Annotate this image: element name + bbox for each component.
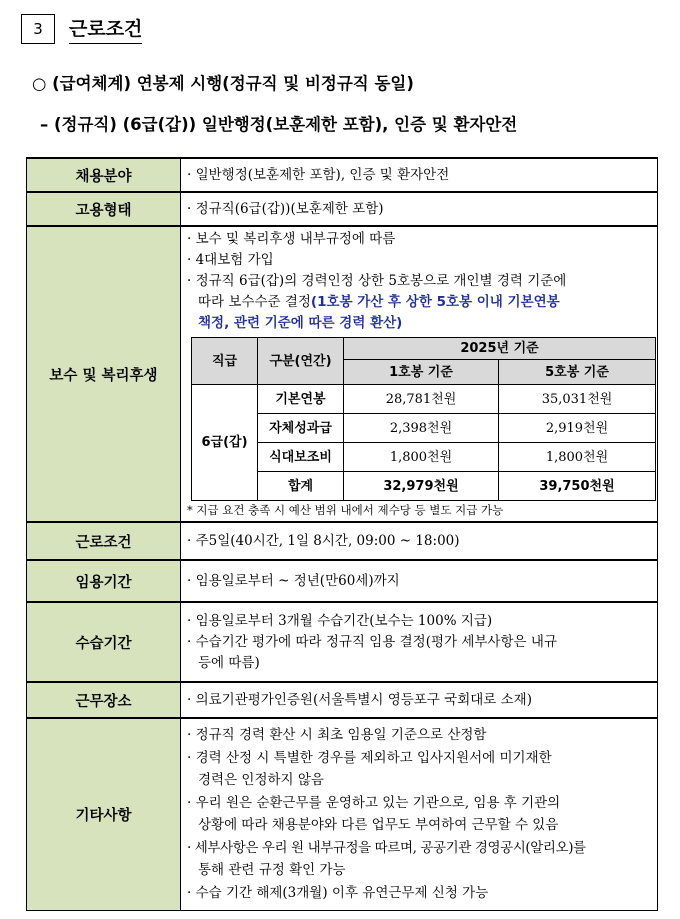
label-work: 근로조건 bbox=[27, 522, 181, 560]
label-etc: 기타사항 bbox=[27, 718, 181, 910]
salary-header-step5: 5호봉 기준 bbox=[499, 360, 656, 385]
etc-line-5: 상황에 따라 채용분야와 다른 업무도 부여하여 근무할 수 있음 bbox=[198, 817, 559, 834]
salary-grade: 6급(갑) bbox=[192, 385, 258, 501]
row-work bbox=[27, 522, 658, 560]
row-field bbox=[27, 158, 658, 192]
salary-item: 자체성과급 bbox=[258, 414, 344, 443]
pay-line-3: · 정규직 6급(갑)의 경력인정 상한 5호봉으로 개인별 경력 기준에 bbox=[187, 273, 567, 289]
salary-step5-value: 35,031천원 bbox=[499, 385, 656, 414]
pay-line-1: · 보수 및 복리후생 내부규정에 따름 bbox=[187, 231, 396, 247]
etc-line-7: 통해 관련 규정 확인 가능 bbox=[198, 862, 346, 879]
row-place bbox=[27, 682, 658, 718]
row-type bbox=[27, 192, 658, 226]
salary-step1-value: 1,800천원 bbox=[344, 443, 499, 472]
value-etc bbox=[181, 718, 658, 910]
salary-step5-value: 1,800천원 bbox=[499, 443, 656, 472]
etc-line-8: · 수습 기간 해제(3개월) 이후 유연근무제 신청 가능 bbox=[187, 884, 489, 901]
row-pay bbox=[27, 226, 658, 522]
row-probation bbox=[27, 602, 658, 682]
salary-total-step5: 39,750천원 bbox=[499, 472, 656, 501]
section-number: 3 bbox=[21, 14, 55, 44]
probation-line-3: 등에 따름) bbox=[198, 654, 260, 671]
row-term bbox=[27, 560, 658, 602]
pay-note-blue-1: (1호봉 가산 후 상한 5호봉 이내 기본연봉 bbox=[310, 294, 560, 310]
conditions-table bbox=[26, 157, 658, 911]
value-field: · 일반행정(보훈제한 포함), 인증 및 환자안전 bbox=[181, 158, 658, 192]
label-pay: 보수 및 복리후생 bbox=[27, 226, 181, 522]
etc-line-2: · 경력 산정 시 특별한 경우를 제외하고 입사지원서에 미기재한 bbox=[187, 749, 552, 766]
pay-system-heading: ○ (급여체계) 연봉제 시행(정규직 및 비정규직 동일) bbox=[32, 74, 414, 93]
section-header bbox=[21, 13, 142, 45]
salary-total-label: 합계 bbox=[258, 472, 344, 501]
probation-line-1: · 임용일로부터 3개월 수습기간(보수는 100% 지급) bbox=[187, 612, 493, 629]
value-probation bbox=[181, 602, 658, 682]
salary-table bbox=[191, 337, 656, 501]
salary-step5-value: 2,919천원 bbox=[499, 414, 656, 443]
pay-line-4 bbox=[187, 292, 651, 313]
value-pay bbox=[181, 226, 658, 522]
probation-line-2: · 수습기간 평가에 따라 정규직 임용 결정(평가 세부사항은 내규 bbox=[187, 633, 557, 650]
etc-line-3: 경력은 인정하지 않음 bbox=[198, 772, 324, 789]
salary-header-grade: 직급 bbox=[192, 338, 258, 385]
row-etc bbox=[27, 718, 658, 910]
pay-note-blue-2: 책정, 관련 기준에 따른 경력 환산) bbox=[198, 315, 403, 331]
label-probation: 수습기간 bbox=[27, 602, 181, 682]
label-term: 임용기간 bbox=[27, 560, 181, 602]
salary-item: 기본연봉 bbox=[258, 385, 344, 414]
salary-header-step1: 1호봉 기준 bbox=[344, 360, 499, 385]
value-place: · 의료기관평가인증원(서울특별시 영등포구 국회대로 소재) bbox=[181, 682, 658, 718]
label-type: 고용형태 bbox=[27, 192, 181, 226]
pay-footnote: * 지급 요건 충족 시 예산 범위 내에서 제수당 등 별도 지급 가능 bbox=[187, 503, 504, 517]
section-title: 근로조건 bbox=[69, 14, 142, 44]
salary-total-step1: 32,979천원 bbox=[344, 472, 499, 501]
label-field: 채용분야 bbox=[27, 158, 181, 192]
value-term: · 임용일로부터 ~ 정년(만60세)까지 bbox=[181, 560, 658, 602]
etc-line-1: · 정규직 경력 환산 시 최초 임용일 기준으로 산정함 bbox=[187, 727, 487, 744]
label-place: 근무장소 bbox=[27, 682, 181, 718]
pay-line-2: · 4대보험 가입 bbox=[187, 252, 274, 268]
salary-header-item: 구분(연간) bbox=[258, 338, 344, 385]
position-heading: – (정규직) (6급(갑)) 일반행정(보훈제한 포함), 인증 및 환자안전 bbox=[40, 115, 518, 134]
pay-line-4-text: 따라 보수수준 결정 bbox=[198, 294, 311, 310]
etc-line-4: · 우리 원은 순환근무를 운영하고 있는 기관으로, 임용 후 기관의 bbox=[187, 794, 561, 811]
salary-step1-value: 2,398천원 bbox=[344, 414, 499, 443]
salary-header-year: 2025년 기준 bbox=[344, 338, 656, 360]
etc-line-6: · 세부사항은 우리 원 내부규정을 따르며, 공공기관 경영공시(알리오)를 bbox=[187, 839, 586, 856]
salary-step1-value: 28,781천원 bbox=[344, 385, 499, 414]
value-work: · 주5일(40시간, 1일 8시간, 09:00 ~ 18:00) bbox=[181, 522, 658, 560]
value-type: · 정규직(6급(갑))(보훈제한 포함) bbox=[181, 192, 658, 226]
salary-item: 식대보조비 bbox=[258, 443, 344, 472]
